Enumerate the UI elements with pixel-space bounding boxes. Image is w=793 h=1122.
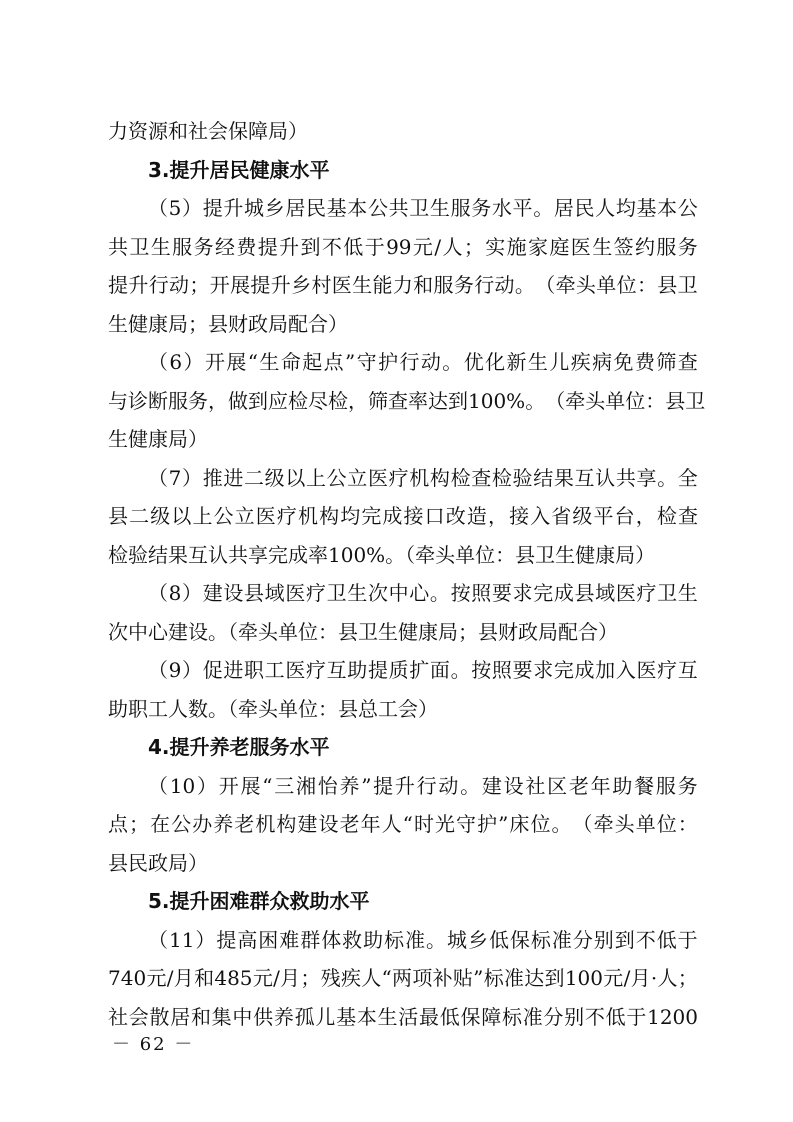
line-text: 力资源和社会保障局）	[108, 119, 308, 143]
line-text: 县 二 级 以 上 公 立 医 疗 机 构 均 完 成 接 口 改 造 ， 接 入 省 级 平 台 ， 检 查	[108, 504, 698, 528]
paragraph-line	[108, 497, 698, 536]
paragraph-line	[108, 420, 698, 459]
paragraph-line	[108, 959, 698, 998]
document-body	[108, 112, 706, 1036]
line-text: 县民政局）	[108, 850, 208, 875]
line-text: （ 8 ） 建 设 县 域 医 疗 卫 生 次 中 心 。 按 照 要 求 完 成 县 域 医 疗 卫 生	[148, 581, 698, 605]
line-text: 共 卫 生 服 务 经 费 提 升 到 不 低 于 99 元 / 人 ； 实 施 家 庭 医 生 签 约 服 务	[108, 234, 698, 259]
line-text: （ 11 ） 提 高 困 难 群 体 救 助 标 准 。 城 乡 低 保 标 准 分 别 到 不 低 于	[148, 927, 698, 952]
paragraph-line	[108, 189, 698, 228]
line-text: 与 诊 断 服 务 ， 做 到 应 检 尽 检 ， 筛 查 率 达 到 100% 。 （ 牵 头 单 位 ： 县 卫	[108, 388, 706, 413]
line-text: 生健康局）	[108, 427, 208, 451]
line-text: （ 5 ） 提 升 城 乡 居 民 基 本 公 共 卫 生 服 务 水 平 。 居 民 人 均 基 本 公	[148, 196, 698, 220]
paragraph-line	[108, 574, 698, 613]
line-text: 5.提升困难群众救助水平	[148, 889, 370, 913]
paragraph-line	[108, 305, 698, 344]
line-text: 生健康局；县财政局配合）	[108, 311, 348, 336]
paragraph-line	[108, 382, 706, 421]
paragraph-line	[108, 805, 698, 844]
paragraph-line	[108, 266, 698, 305]
section-heading	[108, 151, 698, 190]
paragraph-line	[108, 651, 698, 690]
paragraph-line	[108, 690, 698, 729]
paragraph-line	[108, 112, 698, 151]
line-text: 社 会 散 居 和 集 中 供 养 孤 儿 基 本 生 活 最 低 保 障 标 准 分 别 不 低 于 1200	[108, 1004, 698, 1029]
line-text: 点 ； 在 公 办 养 老 机 构 建 设 老 年 人 “ 时 光 守 护 ” 床 位 。 （ 牵 头 单 位 ：	[108, 812, 698, 836]
paragraph-line	[108, 613, 698, 652]
paragraph-line	[108, 459, 698, 498]
line-text: 740 元 / 月 和 485 元 / 月 ； 残 疾 人 “ 两 项 补 贴 ” 标 准 达 到 100 元 / 月 · 人 ；	[108, 966, 698, 990]
paragraph-line	[108, 998, 698, 1037]
page-number: － 62 －	[112, 1034, 195, 1055]
paragraph-line	[108, 921, 698, 960]
line-text: 3.提升居民健康水平	[148, 157, 330, 182]
paragraph-line	[108, 536, 698, 575]
line-text: （ 9 ） 促 进 职 工 医 疗 互 助 提 质 扩 面 。 按 照 要 求 完 成 加 入 医 疗 互	[148, 658, 698, 682]
line-text: （ 10 ） 开 展 “ 三 湘 怡 养 ” 提 升 行 动 。 建 设 社 区 老 年 助 餐 服 务	[148, 773, 698, 798]
paragraph-line	[108, 343, 698, 382]
line-text: 次中心建设。（牵头单位：县卫生健康局；县财政局配合）	[108, 619, 618, 644]
line-text: 检验结果互认共享完成率100%。（牵头单位：县卫生健康局）	[108, 542, 656, 567]
line-text: 提 升 行 动 ； 开 展 提 升 乡 村 医 生 能 力 和 服 务 行 动 。 （ 牵 头 单 位 ： 县 卫	[108, 273, 698, 297]
paragraph-line	[108, 228, 698, 267]
paragraph-line	[108, 844, 698, 883]
line-text: 助职工人数。（牵头单位：县总工会）	[108, 696, 438, 721]
section-heading	[108, 882, 698, 921]
line-text: 4.提升养老服务水平	[148, 735, 330, 759]
line-text: （ 7 ） 推 进 二 级 以 上 公 立 医 疗 机 构 检 查 检 验 结 果 互 认 共 享 。 全	[148, 465, 698, 490]
section-heading	[108, 728, 698, 767]
paragraph-line	[108, 767, 698, 806]
line-text: （ 6 ） 开 展 “ 生 命 起 点 ” 守 护 行 动 。 优 化 新 生 儿 疾 病 免 费 筛 查	[148, 350, 698, 374]
